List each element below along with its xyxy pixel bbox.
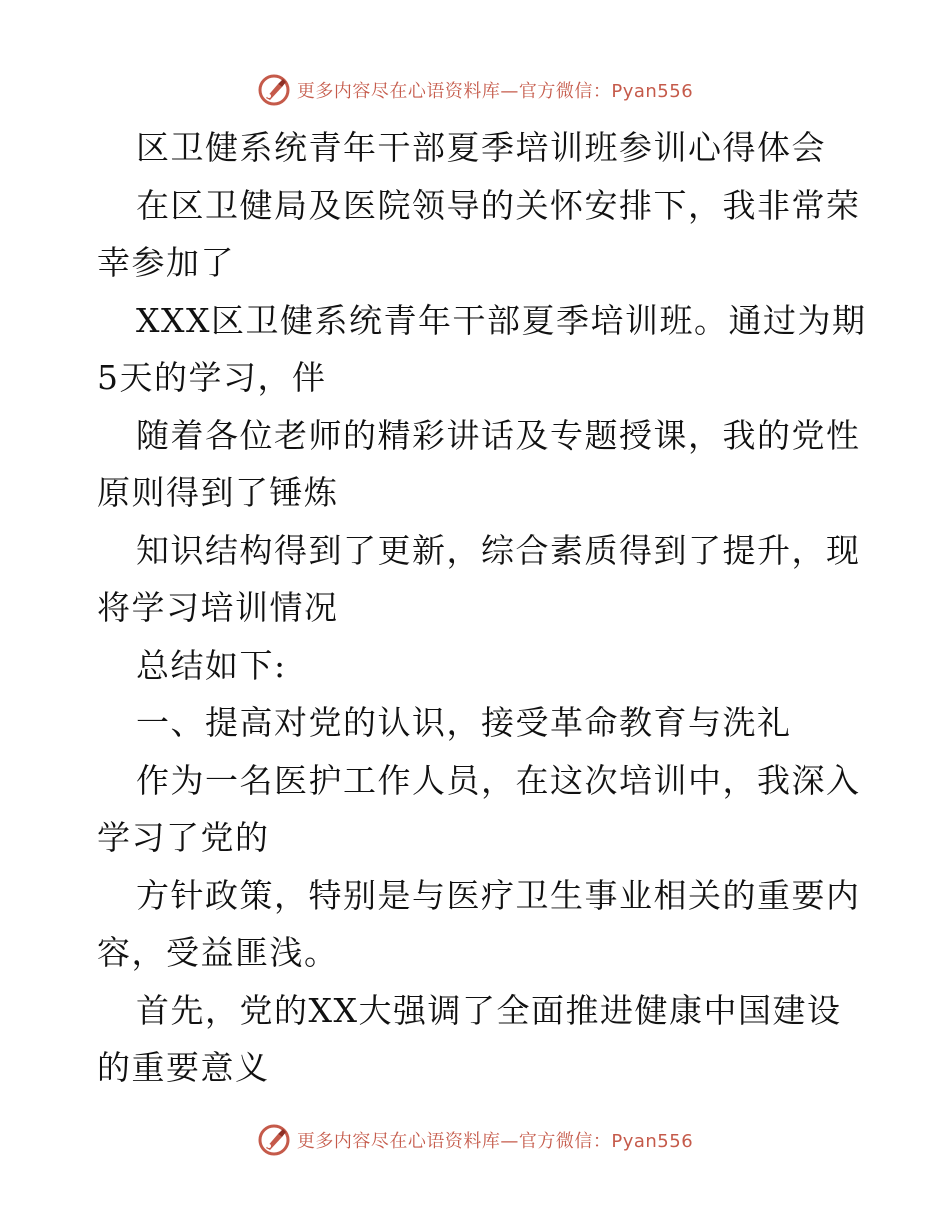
header-banner [0,70,950,110]
document-body [97,119,867,1097]
paragraph-line: 在区卫健局及医院领导的关怀安排下，我非常荣 [136,185,861,225]
footer-banner [0,1120,950,1160]
paragraph-line: 原则得到了锤炼 [97,473,339,512]
paragraph-line: 将学习培训情况 [97,588,339,627]
paragraph-line: 5天的学习，伴 [97,358,327,397]
pen-logo-icon [257,1123,291,1157]
paragraph-line: 幸参加了 [97,243,235,282]
paragraph-line: 的重要意义 [97,1048,270,1087]
paragraph-line: 学习了党的 [97,818,270,857]
header-banner-text: 更多内容尽在心语资料库—官方微信：Pyan556 [296,81,694,102]
paragraph-line: 随着各位老师的精彩讲话及专题授课，我的党性 [136,415,861,455]
paragraph-line: 总结如下: [136,645,287,685]
section-heading: 一、提高对党的认识，接受革命教育与洗礼 [136,703,792,742]
document-title: 区卫健系统青年干部夏季培训班参训心得体会 [136,128,826,167]
footer-banner-text: 更多内容尽在心语资料库—官方微信：Pyan556 [296,1131,694,1152]
paragraph-line: 方针政策，特别是与医疗卫生事业相关的重要内 [136,875,861,915]
paragraph-line: 首先，党的XX大强调了全面推进健康中国建设 [136,990,842,1030]
paragraph-line: 知识结构得到了更新，综合素质得到了提升，现 [136,530,861,570]
paragraph-line: 容，受益匪浅。 [97,933,339,972]
paragraph-line: 作为一名医护工作人员，在这次培训中，我深入 [136,760,861,800]
paragraph-line: XXX区卫健系统青年干部夏季培训班。通过为期 [136,300,867,340]
pen-logo-icon [257,73,291,107]
